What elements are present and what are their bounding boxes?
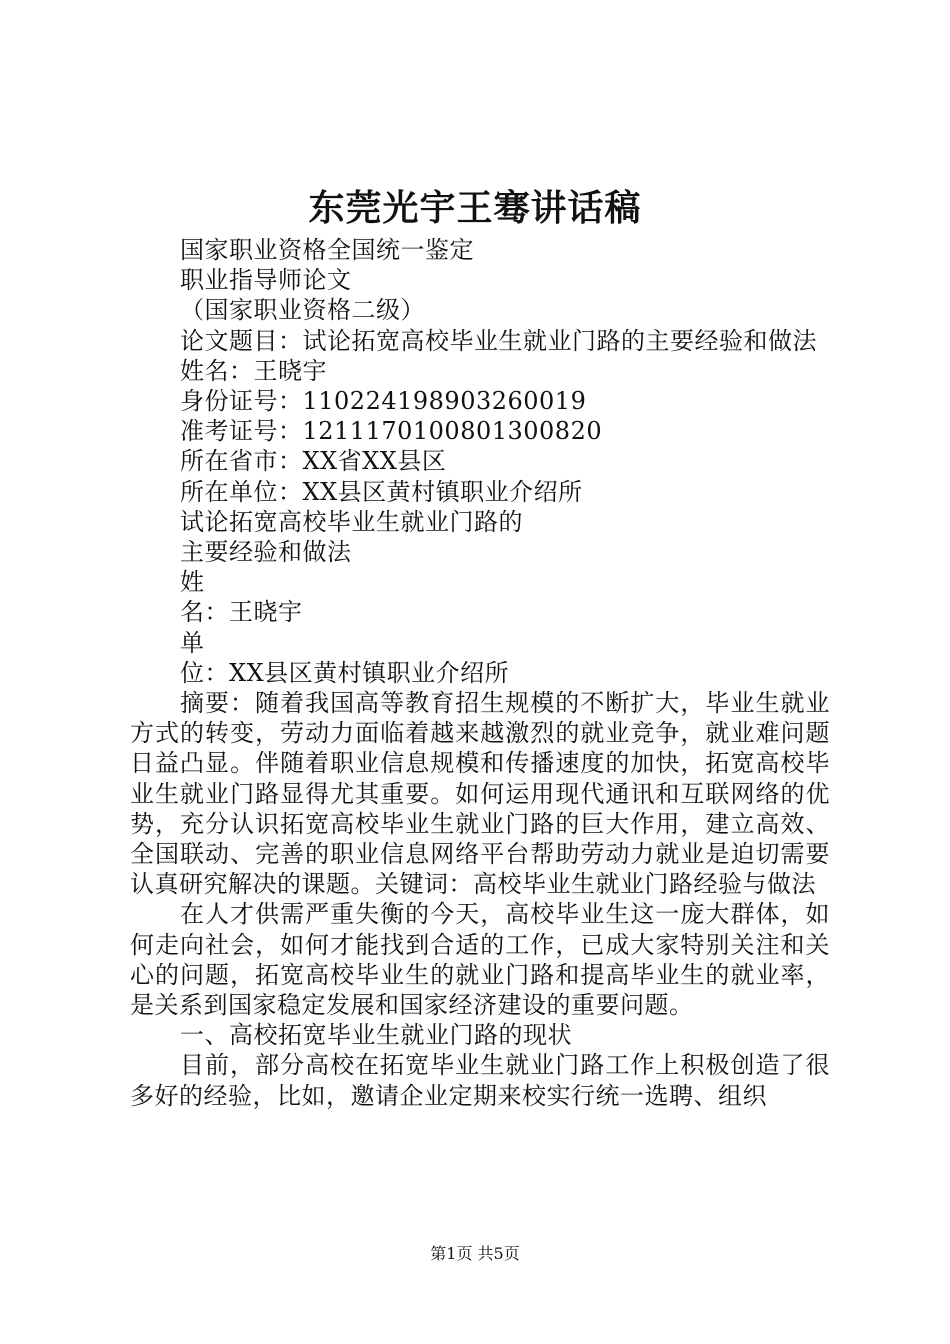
paragraph: 一、高校拓宽毕业生就业门路的现状 [180,1021,572,1050]
paragraph: 目前，部分高校在拓宽毕业生就业门路工作上积极创造了很多好的经验，比如，邀请企业定期来校实行统一选聘、组织 [130,1051,830,1110]
paragraph: （国家职业资格二级） [180,296,425,325]
paragraph: 所在单位：XX县区黄村镇职业介绍所 [180,477,583,506]
paragraph: 职业指导师论文 [180,266,352,295]
paragraph: 姓名：王晓宇 [180,356,327,385]
paragraph: 在人才供需严重失衡的今天，高校毕业生这一庞大群体，如何走向社会，如何才能找到合适的工作，已成大家特别关注和关心的问题，拓宽高校毕业生的就业门路和提高毕业生的就业率，是关系到国家稳定发展和国家经济建设的重要问题。 [130,900,830,1020]
paragraph: 所在省市：XX省XX县区 [180,447,447,476]
paragraph: 名：王晓宇 [180,598,303,627]
paragraph: 试论拓宽高校毕业生就业门路的 [180,507,523,536]
paragraph: 姓 [180,568,205,597]
paragraph: 论文题目：试论拓宽高校毕业生就业门路的主要经验和做法 [180,326,817,355]
paragraph: 主要经验和做法 [180,538,352,567]
paragraph: 国家职业资格全国统一鉴定 [180,236,474,264]
paragraph: 身份证号：110224198903260019 [180,387,587,416]
paragraph: 准考证号：1211170100801300820 [180,417,603,446]
page-footer: 第1页 共5页 [430,1244,520,1263]
paragraph: 单 [180,628,205,657]
paragraph: 位：XX县区黄村镇职业介绍所 [180,658,510,687]
document-body [130,235,830,1111]
document-title: 东莞光宇王骞讲话稿 [308,187,642,229]
paragraph: 摘要：随着我国高等教育招生规模的不断扩大，毕业生就业方式的转变，劳动力面临着越来越激烈的就业竞争，就业难问题日益凸显。伴随着职业信息规模和传播速度的加快，拓宽高校毕业生就业门路显得尤其重要。如何运用现代通讯和互联网络的优势，充分认识拓宽高校毕业生就业门路的巨大作用，建立高效、全国联动、完善的职业信息网络平台帮助劳动力就业是迫切需要认真研究解决的课题。关键词：高校毕业生就业门路经验与做法 [130,689,830,899]
